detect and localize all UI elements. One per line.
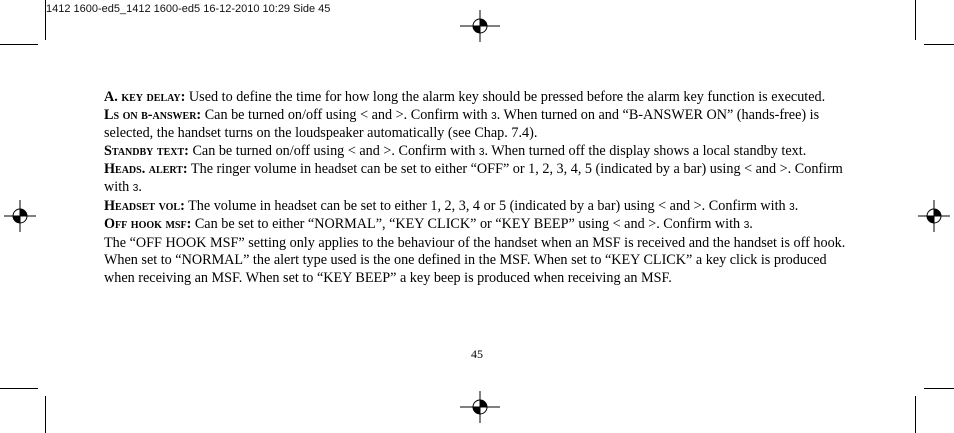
setting-description: Used to define the time for how long the alarm key should be pressed before the alarm key function is executed. [185, 89, 826, 105]
crop-mark [45, 0, 46, 40]
crop-mark [45, 396, 46, 433]
setting-term: Headset vol: [104, 197, 185, 214]
setting-description: Can be turned on/off using < and >. Confirm with [188, 142, 479, 159]
setting-term: Ls on b-answer: [104, 106, 202, 123]
setting-item [104, 216, 854, 235]
confirm-key-symbol: 3 [789, 201, 795, 213]
crop-mark [924, 388, 954, 389]
registration-mark-icon [918, 200, 950, 232]
crop-mark [924, 44, 954, 45]
setting-item [104, 161, 854, 197]
print-slug: 1412 1600-ed5_1412 1600-ed5 16-12-2010 10:29 Side 45 [46, 3, 331, 15]
setting-description: Can be turned on/off using < and >. Confirm with [201, 106, 492, 123]
confirm-key-symbol: 3 [743, 220, 750, 232]
setting-term: Off hook msf: [104, 216, 192, 233]
registration-mark-icon [4, 200, 36, 232]
registration-mark-icon [460, 10, 500, 42]
crop-mark [915, 396, 916, 433]
setting-item [104, 198, 854, 217]
settings-list [104, 89, 854, 235]
setting-description: . [749, 216, 753, 233]
setting-description: . [138, 178, 142, 195]
confirm-key-symbol: 3 [491, 110, 497, 122]
setting-item [104, 143, 854, 162]
setting-description: . When turned off the display shows a local standby text. [484, 142, 807, 159]
setting-term: Standby text: [104, 142, 189, 159]
crop-mark [0, 44, 38, 45]
setting-description: Can be set to either “NORMAL”, “KEY CLICK” or “KEY BEEP” using < and >. Confirm with [191, 216, 744, 233]
confirm-key-symbol: 3 [478, 146, 485, 158]
crop-mark [915, 0, 916, 40]
setting-item [104, 89, 854, 107]
setting-item [104, 107, 854, 143]
off-hook-msf-description: The “OFF HOOK MSF” setting only applies to the behaviour of the handset when an MSF is received and the handset is off hook. When set to “NORMAL” the alert type used is the one defined in the MSF. When set to “KEY CLICK” a key click is produced when receiving an MSF. When set to “KEY BEEP” a key beep is produced when receiving an MSF. [104, 234, 846, 286]
setting-description: . [794, 197, 799, 214]
setting-description: The ringer volume in headset can be set to either “OFF” or 1, 2, 3, 4, 5 (indicated by a bar) using < and >. Confirm with [104, 161, 843, 195]
body-text [104, 89, 854, 288]
confirm-key-symbol: 3 [132, 182, 139, 194]
setting-description: . When turned on and “B-ANSWER ON” (hands-free) is selected, the handset turns on the loudspeaker automatically (see Chap. 7.4). [104, 106, 820, 142]
crop-mark [0, 388, 38, 389]
setting-term: A. key delay: [104, 89, 186, 105]
setting-term: Heads. alert: [104, 161, 188, 178]
registration-mark-icon [460, 391, 500, 423]
page-number: 45 [471, 347, 483, 361]
setting-description: The volume in headset can be set to either 1, 2, 3, 4 or 5 (indicated by a bar) using < and >. Confirm with [184, 197, 790, 214]
